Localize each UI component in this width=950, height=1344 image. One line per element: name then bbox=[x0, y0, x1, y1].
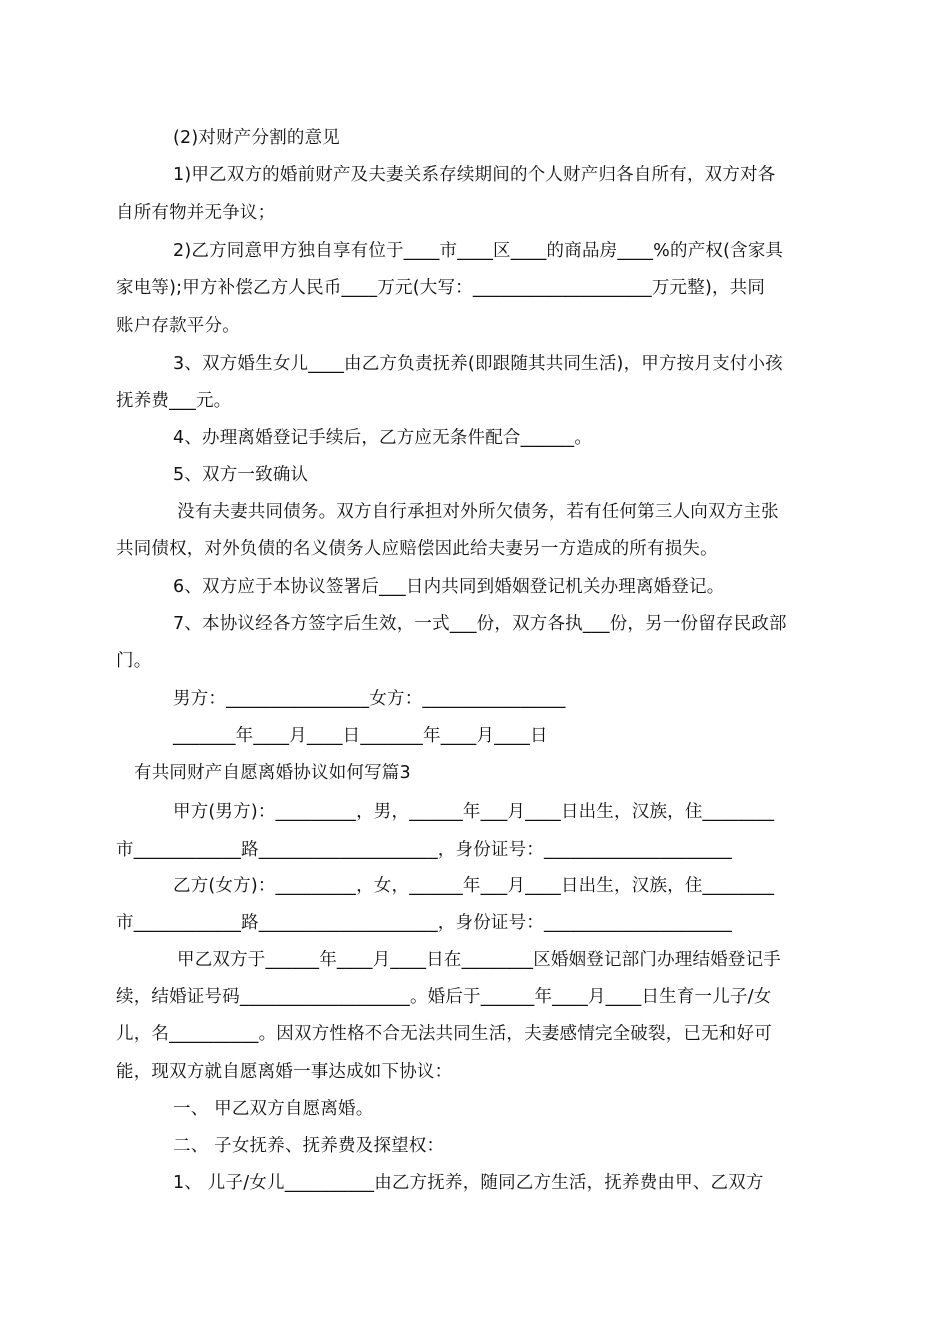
text-line: (2)对财产分割的意见 bbox=[173, 128, 340, 148]
text-line: 账户存款平分。 bbox=[116, 316, 240, 336]
text-line: 5、双方一致确认 bbox=[173, 465, 309, 485]
section-heading: 有共同财产自愿离婚协议如何写篇3 bbox=[134, 763, 411, 783]
text-line: 共同债权，对外负债的名义债务人应赔偿因此给夫妻另一方造成的所有损失。 bbox=[116, 539, 718, 559]
text-line: 1)甲乙双方的婚前财产及夫妻关系存续期间的个人财产归各自所有，双方对各 bbox=[173, 165, 776, 185]
text-line: 3、双方婚生女儿____由乙方负责抚养(即跟随其共同生活)，甲方按月支付小孩 bbox=[173, 354, 783, 374]
text-line: 7、本协议经各方签字后生效，一式___份，双方各执___份，另一份留存民政部 bbox=[173, 614, 787, 634]
text-line: 抚养费___元。 bbox=[116, 391, 232, 411]
date-line: _______年____月____日_______年____月____日 bbox=[173, 726, 548, 746]
text-line: 能，现双方就自愿离婚一事达成如下协议： bbox=[116, 1062, 453, 1082]
text-line: 6、双方应于本协议签署后___日内共同到婚姻登记机关办理离婚登记。 bbox=[173, 577, 725, 597]
text-line: 一、 甲乙双方自愿离婚。 bbox=[173, 1099, 374, 1119]
text-line: 甲乙双方于______年____月____日在________区婚姻登记部门办理结婚登记手 bbox=[177, 950, 781, 970]
text-line: 自所有物并无争议； bbox=[116, 203, 276, 223]
text-line: 市____________路____________________，身份证号：_____________________ bbox=[116, 913, 732, 933]
text-line: 市____________路____________________，身份证号：_____________________ bbox=[116, 840, 732, 860]
signature-line: 男方：________________女方：________________ bbox=[173, 689, 566, 709]
text-line: 续，结婚证号码___________________。婚后于______年____月____日生育一儿子/女 bbox=[116, 987, 772, 1007]
text-line: 家电等);甲方补偿乙方人民币____万元(大写：____________________万元整)，共同 bbox=[116, 278, 766, 298]
text-line: 4、办理离婚登记手续后，乙方应无条件配合______。 bbox=[173, 428, 593, 448]
text-line: 儿，名__________。因双方性格不合无法共同生活，夫妻感情完全破裂，已无和好可 bbox=[116, 1024, 772, 1044]
text-line: 乙方(女方)：_________，女，______年___月____日出生，汉族，住________ bbox=[173, 876, 775, 896]
text-line: 二、 子女抚养、抚养费及探望权： bbox=[173, 1136, 445, 1156]
text-line: 没有夫妻共同债务。双方自行承担对外所欠债务，若有任何第三人向双方主张 bbox=[177, 502, 779, 522]
text-line: 1、 儿子/女儿__________由乙方抚养，随同乙方生活，抚养费由甲、乙双方 bbox=[173, 1173, 764, 1193]
text-line: 门。 bbox=[116, 651, 152, 671]
text-line: 2)乙方同意甲方独自享有位于____市____区____的商品房____%的产权(含家具 bbox=[173, 241, 784, 261]
text-line: 甲方(男方)：_________，男，______年___月____日出生，汉族，住________ bbox=[173, 802, 775, 822]
